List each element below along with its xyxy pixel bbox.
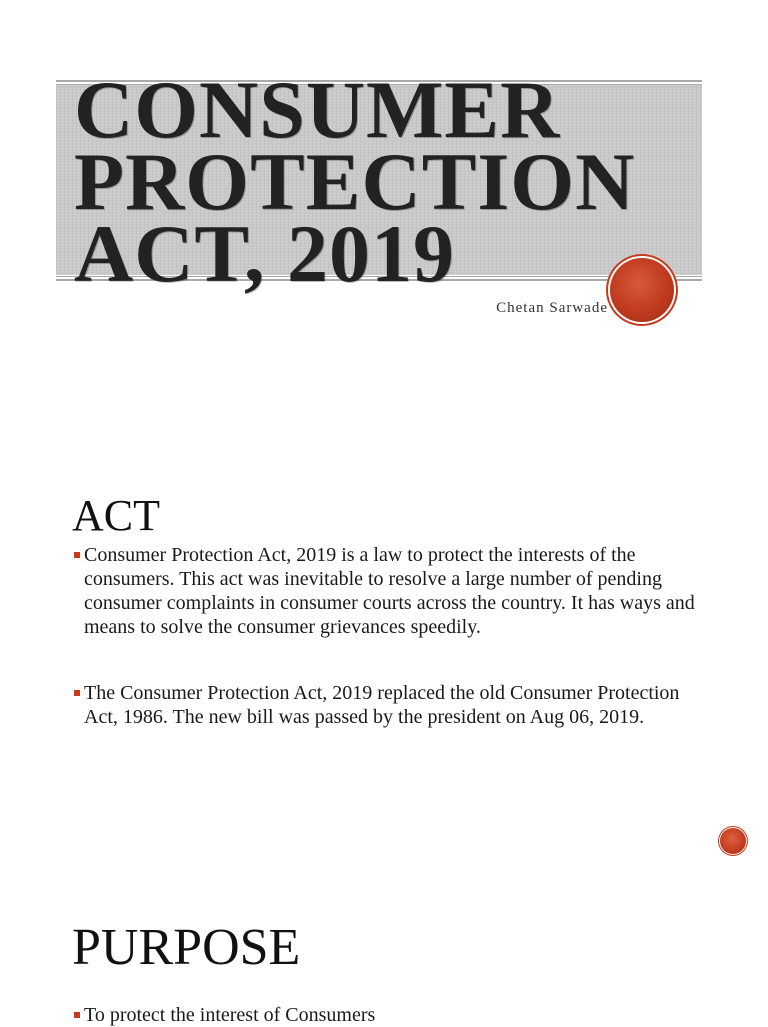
bullet-text: To protect the interest of Consumers — [84, 1004, 376, 1026]
presentation-title — [74, 64, 714, 299]
bullet-text: The Consumer Protection Act, 2019 replaced the old Consumer Protection Act, 1986. The new bill was passed by the president on Aug 06, 2019. — [84, 682, 680, 728]
square-bullet-icon — [74, 552, 80, 558]
square-bullet-icon — [74, 690, 80, 696]
decorative-circle-icon — [610, 258, 674, 322]
square-bullet-icon — [74, 1012, 80, 1018]
act-bullet-list — [74, 543, 704, 729]
author-name: Chetan Sarwade — [496, 300, 608, 316]
act-heading: ACT — [72, 491, 160, 540]
list-item — [74, 1003, 704, 1027]
title-line-2: PROTECTION — [74, 136, 636, 227]
purpose-bullet-list — [74, 1003, 704, 1027]
list-item — [74, 681, 704, 729]
list-item — [74, 543, 704, 639]
bullet-text: Consumer Protection Act, 2019 is a law to protect the interests of the consumers. This act was inevitable to resolve a large number of pending consumer complaints in consumer courts across the country. It has ways and means to solve the consumer grievances speedily. — [84, 544, 695, 638]
purpose-heading: PURPOSE — [72, 919, 301, 976]
title-line-1: CONSUMER — [74, 64, 561, 155]
title-line-3: ACT, 2019 — [74, 208, 456, 299]
decorative-circle-icon — [720, 828, 746, 854]
